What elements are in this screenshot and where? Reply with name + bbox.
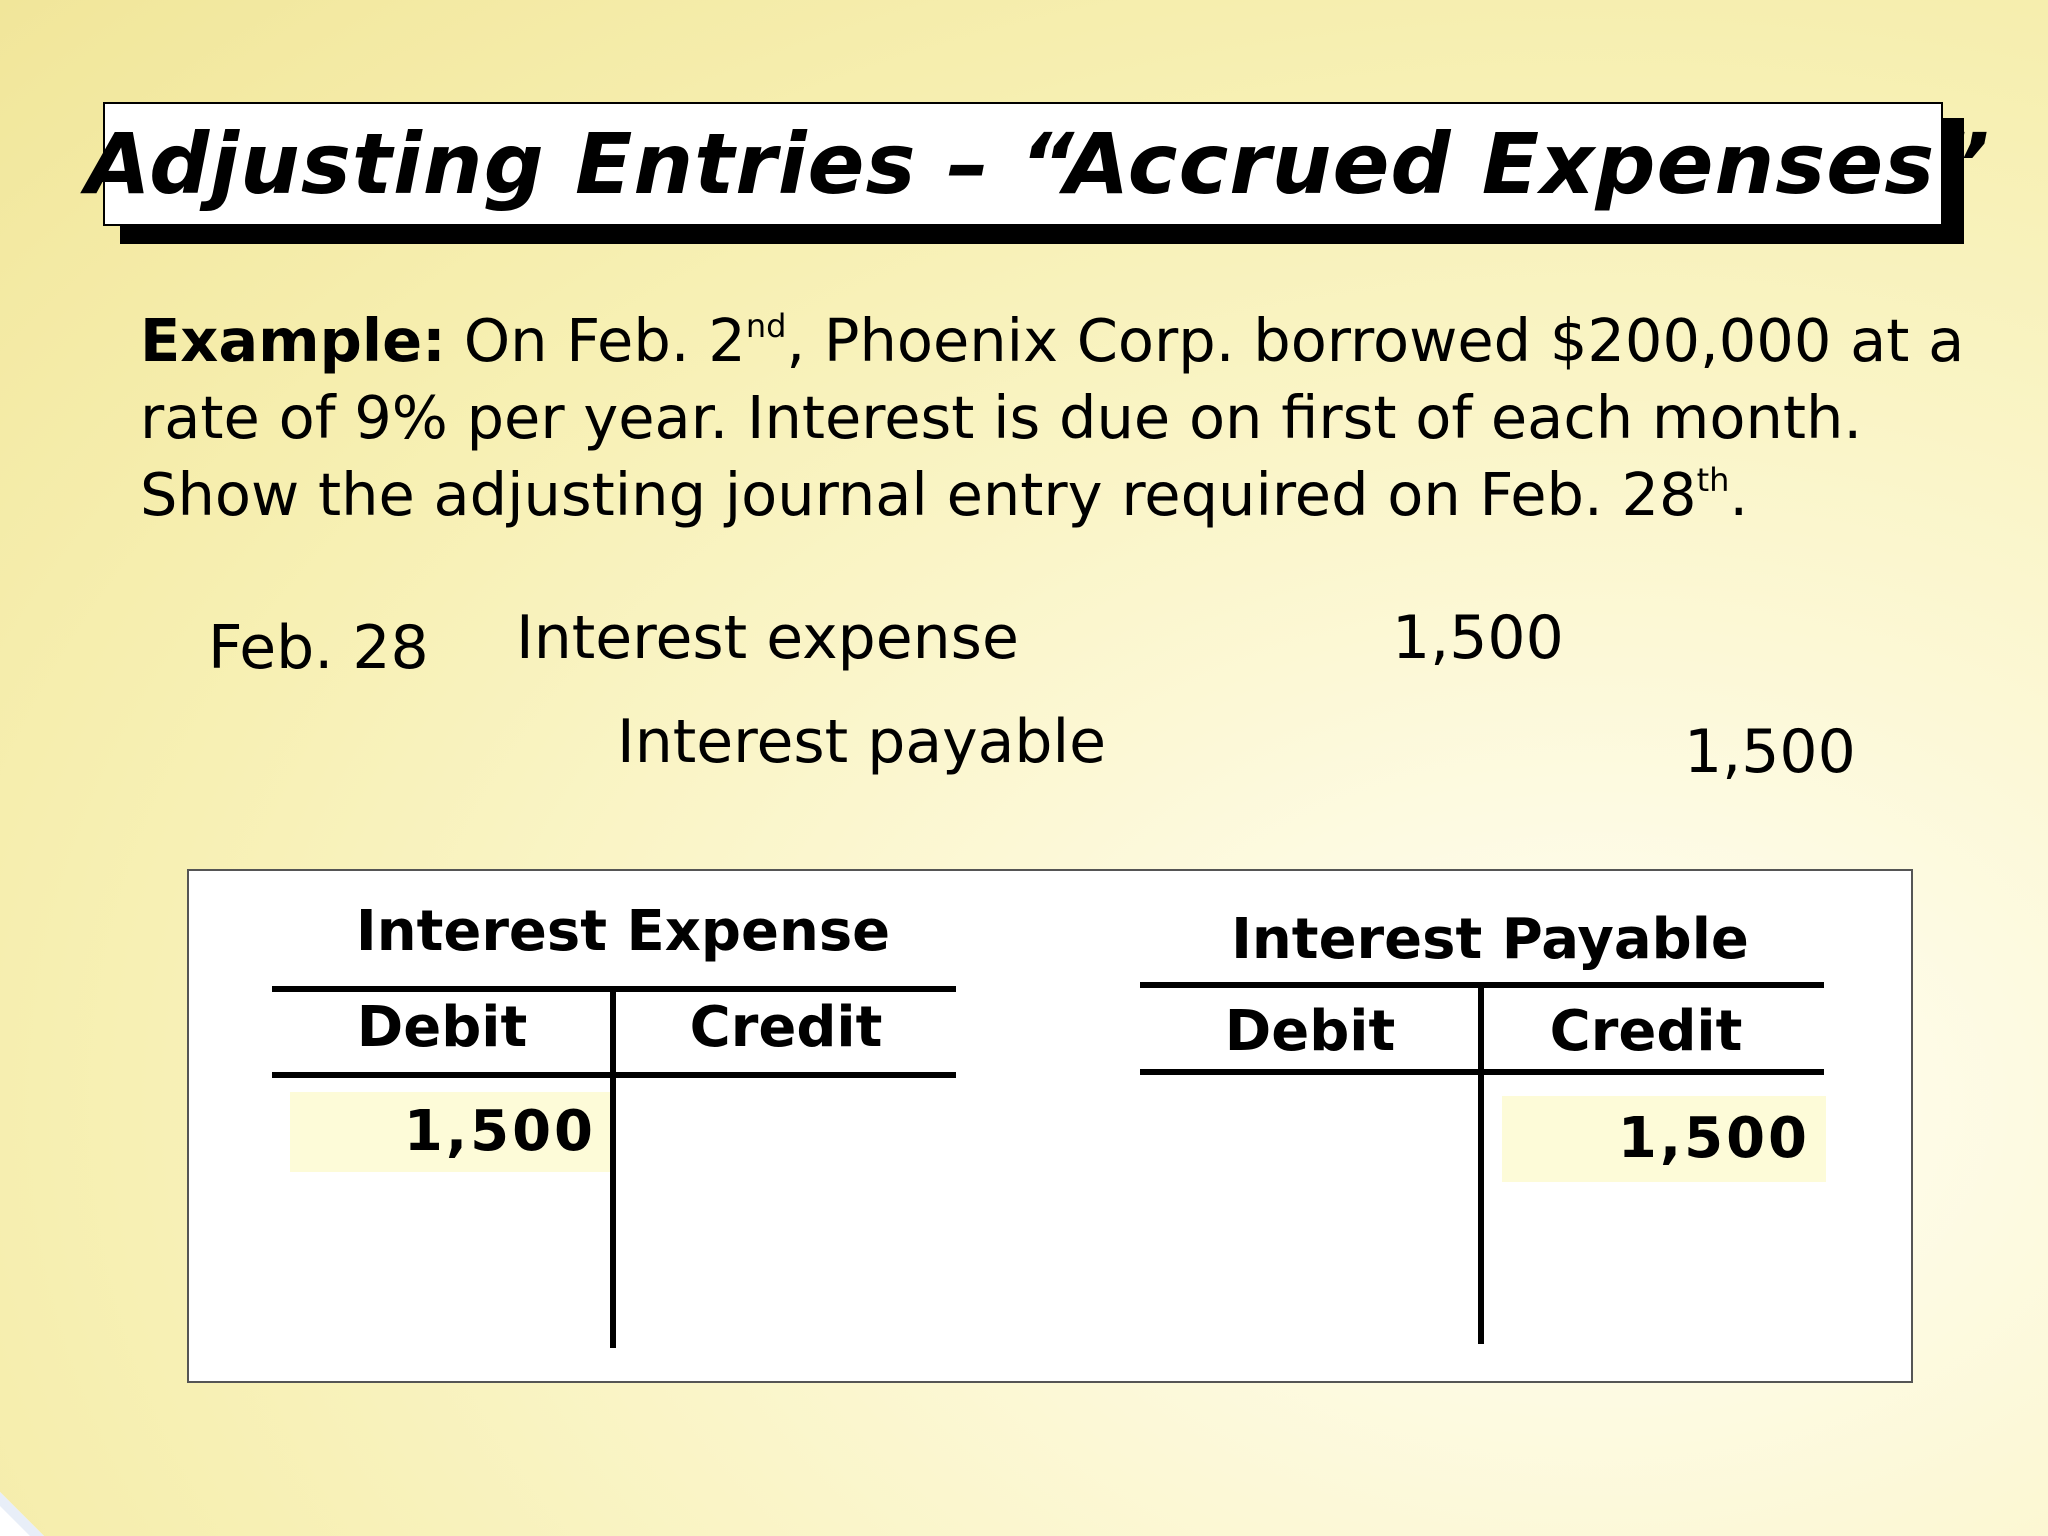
t-account-title: Interest Expense	[355, 899, 891, 964]
corner-arrow-icon	[0, 1492, 44, 1536]
debit-column-header: Debit	[356, 995, 528, 1060]
t-account-divider	[610, 988, 616, 1348]
example-paragraph	[140, 302, 2020, 533]
journal-date: Feb. 28	[208, 613, 429, 683]
debit-entry-cell	[290, 1092, 612, 1172]
journal-credit-account: Interest payable	[617, 707, 1107, 777]
journal-credit-amount: 1,500	[1684, 717, 1856, 787]
credit-column-header: Credit	[1549, 999, 1743, 1064]
title-banner	[85, 102, 1991, 226]
credit-column-header: Credit	[689, 995, 883, 1060]
journal-debit-account: Interest expense	[516, 603, 1019, 673]
journal-debit-amount: 1,500	[1392, 603, 1564, 673]
example-line-3: Show the adjusting journal entry required on Feb. 28th.	[140, 460, 1749, 529]
credit-entry-amount: 1,500	[1617, 1106, 1810, 1171]
debit-entry-amount: 1,500	[403, 1099, 596, 1164]
example-label: Example:	[140, 306, 446, 375]
t-account-divider	[1478, 986, 1484, 1344]
credit-entry-cell	[1502, 1096, 1826, 1182]
t-account-title: Interest Payable	[1231, 907, 1749, 972]
slide-title: Adjusting Entries – “Accrued Expenses”	[85, 115, 1991, 213]
example-line-2: rate of 9% per year. Interest is due on first of each month.	[140, 383, 1863, 452]
example-line-1: Example: On Feb. 2nd, Phoenix Corp. borrowed $200,000 at a	[140, 306, 1965, 375]
debit-column-header: Debit	[1224, 999, 1396, 1064]
